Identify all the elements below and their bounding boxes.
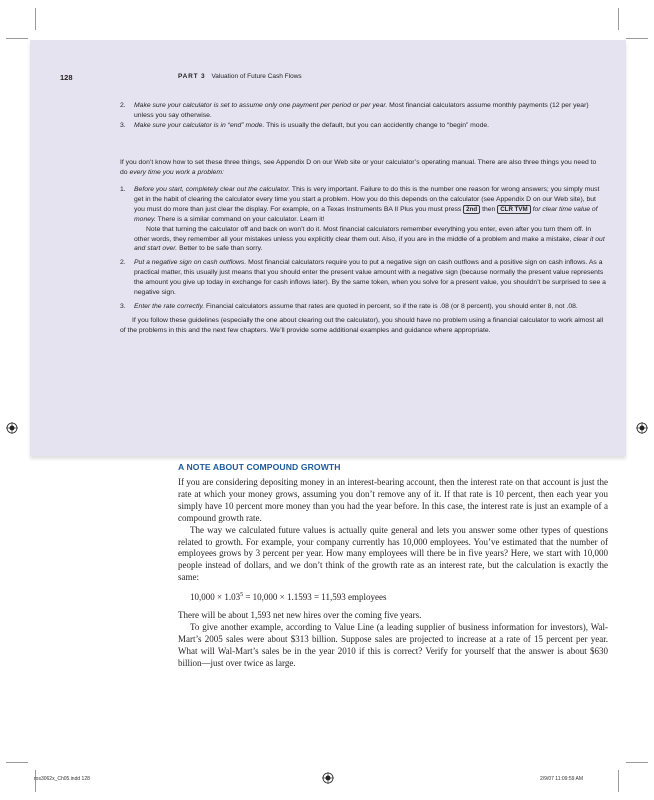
paragraph: The way we calculated future values is actually quite general and lets you answer some other types of questions related to growth. For example, your company currently has 10,000 employees. You’ve estimated that the number of employees grows by 3 percent per year. How many employees will there be in five years? Here, we start with 10,000 people instead of dollars, and we don’t think of the growth rate as an interest rate, but the calculation is exactly the same: — [178, 524, 608, 583]
box-intro-paragraph: If you don’t know how to set these three things, see Appendix D on our Web site or your calculator’s operating manual. There are also three things you need to do every time you work a problem: — [120, 159, 597, 176]
footer-timestamp: 2/9/07 11:09:59 AM — [540, 776, 583, 782]
box-pre-items — [120, 101, 608, 131]
paragraph: There will be about 1,593 net new hires over the coming five years. — [178, 610, 422, 621]
note-paragraph: Note that turning the calculator off and back on won’t do it. Most financial calculators remember everything you enter, even after you turn them off. In other words, they remember all your mistakes unless you explicitly clear them out. Also, if you are in the middle of a problem and make a mistake, clear it out and start over. Better to be safe than sorry. — [134, 225, 605, 253]
crop-mark — [626, 38, 648, 39]
list-item: 1. Before you start, completely clear out the calculator. This is very important. Failure to do this is the number one reason for wrong answers; you simply must get in the habit of clearing the calculator every time you start a problem. How you do this depends on the calculator (see Appendix D on our Web site), but you must do more than just clear the display. For example, on a Texas Instruments BA II Plus you must press 2nd then CLR TVM for clear time value of money. There is a similar command on your calculator. Learn it! Note that turning the calculator off and back on won’t do it. Most financial calculators remember everything you enter, even after you turn them off. In other words, they remember all your mistakes unless you explicitly clear them out. Also, if you are in the middle of a problem and make a mistake, clear it out and start over. Better to be safe than sorry. — [120, 185, 608, 254]
box-steps — [120, 185, 608, 336]
running-head — [178, 73, 302, 80]
paragraph: To give another example, according to Value Line (a leading supplier of business information for investors), Wal-Mart’s 2005 sales were about $313 billion. Suppose sales are projected to increase at a rate of 15 percent per year. What will Wal-Mart’s sales be in the year 2010 if this is correct? Verify for yourself that the answer is about $630 billion—just over twice as large. — [178, 621, 608, 668]
section-heading: A NOTE ABOUT COMPOUND GROWTH — [178, 462, 341, 472]
list-item: 2. Make sure your calculator is set to assume only one payment per period or per year. Most financial calculators assume monthly payments (12 per year) unless you say otherwise. — [120, 102, 589, 119]
list-item: 3. Make sure your calculator is in “end” mode. This is usually the default, but you can accidently change to “begin” mode. — [120, 121, 490, 129]
section-body — [178, 477, 608, 670]
crop-mark — [618, 8, 619, 30]
crop-mark — [35, 8, 36, 30]
closing-paragraph: If you follow these guidelines (especially the one about clearing out the calculator), you should have no problem using a financial calculator to work almost all of the problems in this and the next few chapters. We’ll provide some additional examples and guidance where appropriate. — [120, 316, 604, 334]
crop-mark — [618, 770, 619, 792]
crop-mark — [6, 38, 28, 39]
equation: $10,000 \times 1.03^5 = 10,000 \times 1.1593 = 11,593$ employees — [190, 592, 387, 603]
calculator-key-clr-tvm: CLR TVM — [497, 205, 531, 214]
registration-mark-icon — [6, 422, 18, 434]
page-number: 128 — [60, 73, 73, 82]
paragraph: If you are considering depositing money in an interest-bearing account, then the interest rate on that account is just the rate at which your money grows, assuming you don’t remove any of it. If that rate is 10 percent, then each year you simply have 10 percent more money than you had the year before. In this case, the interest rate is just an example of a compound growth rate. — [178, 477, 608, 523]
registration-mark-icon — [322, 772, 334, 784]
list-item: 2. Put a negative sign on cash outflows. Most financial calculators require you to put a negative sign on cash outflows and a positive sign on cash inflows. As a practical matter, this usually just means that you should enter the present value amount with a negative sign (because normally the present value represents the amount you give up today in exchange for cash inflows later). By the same token, when you solve for a present value, you shouldn’t be surprised to see a negative sign. — [120, 259, 606, 297]
crop-mark — [6, 762, 28, 763]
part-label: PART 3 — [178, 73, 206, 80]
list-item: 3. Enter the rate correctly. Financial calculators assume that rates are quoted in percent, so if the rate is .08 (or 8 percent), you should enter 8, not .08. — [120, 302, 578, 310]
footer-file-name: ros3062x_Ch05.indd 128 — [34, 776, 90, 782]
calculator-key-2nd: 2nd — [463, 205, 480, 214]
registration-mark-icon — [636, 422, 648, 434]
crop-mark — [626, 762, 648, 763]
part-title: Valuation of Future Cash Flows — [211, 73, 302, 80]
